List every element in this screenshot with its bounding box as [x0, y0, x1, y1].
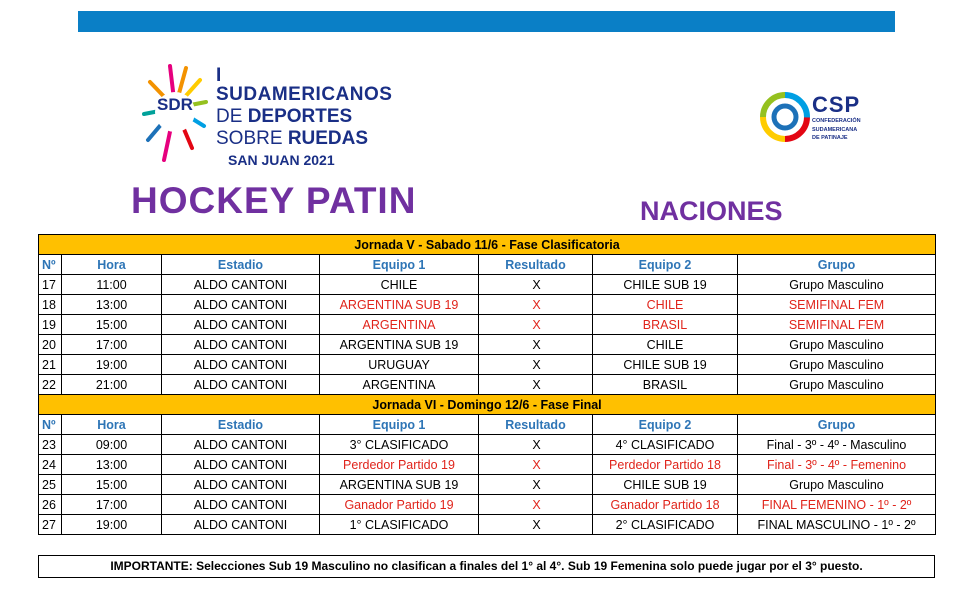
match-team-1: CHILE	[320, 275, 479, 295]
match-number: 17	[39, 275, 62, 295]
match-stadium: ALDO CANTONI	[162, 475, 320, 495]
match-team-1: ARGENTINA SUB 19	[320, 475, 479, 495]
col-header-estadio: Estadio	[162, 255, 320, 275]
match-stadium: ALDO CANTONI	[162, 295, 320, 315]
score-2	[555, 435, 593, 455]
csp-line-1: CONFEDERACIÓN	[812, 118, 861, 124]
schedule-table	[38, 234, 936, 535]
csp-line-2: SUDAMERICANA	[812, 126, 858, 133]
score-1	[479, 435, 519, 455]
jornada-title: Jornada VI - Domingo 12/6 - Fase Final	[39, 395, 936, 415]
match-number: 24	[39, 455, 62, 475]
col-header-grupo: Grupo	[738, 255, 936, 275]
match-team-1: ARGENTINA	[320, 315, 479, 335]
match-time: 15:00	[62, 475, 162, 495]
match-team-2: BRASIL	[593, 315, 738, 335]
match-team-1: ARGENTINA	[320, 375, 479, 395]
score-2	[555, 375, 593, 395]
match-row	[39, 315, 936, 335]
col-header-resultado: Resultado	[479, 415, 593, 435]
logo-line-3: SOBRE RUEDAS	[216, 128, 369, 149]
match-time: 13:00	[62, 455, 162, 475]
event-logo-text	[216, 66, 402, 167]
jornada-row	[39, 395, 936, 415]
event-logo	[132, 52, 402, 177]
header-row	[39, 415, 936, 435]
match-group: Grupo Masculino	[738, 475, 936, 495]
match-group: FINAL FEMENINO - 1º - 2º	[738, 495, 936, 515]
score-1	[479, 455, 519, 475]
match-team-2: CHILE SUB 19	[593, 355, 738, 375]
match-team-2: CHILE	[593, 335, 738, 355]
match-group: Grupo Masculino	[738, 275, 936, 295]
col-header-equipo2: Equipo 2	[593, 415, 738, 435]
match-stadium: ALDO CANTONI	[162, 315, 320, 335]
match-team-2: CHILE SUB 19	[593, 475, 738, 495]
match-team-1: URUGUAY	[320, 355, 479, 375]
match-number: 23	[39, 435, 62, 455]
match-row	[39, 515, 936, 535]
important-note: IMPORTANTE: Selecciones Sub 19 Masculino no clasifican a finales del 1° al 4°. Sub 19 Femenina solo puede jugar por el 3° puesto.	[38, 555, 935, 578]
col-header-hora: Hora	[62, 415, 162, 435]
match-result: X	[519, 475, 555, 495]
match-number: 19	[39, 315, 62, 335]
score-1	[479, 475, 519, 495]
match-group: Grupo Masculino	[738, 375, 936, 395]
score-2	[555, 315, 593, 335]
logo-line-1: I SUDAMERICANOS	[216, 65, 393, 105]
match-result: X	[519, 495, 555, 515]
score-2	[555, 295, 593, 315]
match-team-1: Perdedor Partido 19	[320, 455, 479, 475]
match-number: 25	[39, 475, 62, 495]
match-team-2: Perdedor Partido 18	[593, 455, 738, 475]
match-number: 18	[39, 295, 62, 315]
match-stadium: ALDO CANTONI	[162, 455, 320, 475]
logo-mark-text: SDR	[157, 95, 193, 114]
match-team-1: 3° CLASIFICADO	[320, 435, 479, 455]
match-stadium: ALDO CANTONI	[162, 435, 320, 455]
score-2	[555, 495, 593, 515]
match-number: 22	[39, 375, 62, 395]
match-time: 19:00	[62, 355, 162, 375]
match-group: Final - 3º - 4º - Masculino	[738, 435, 936, 455]
page-subtitle: NACIONES	[640, 196, 783, 226]
match-time: 15:00	[62, 315, 162, 335]
match-time: 21:00	[62, 375, 162, 395]
col-header-resultado: Resultado	[479, 255, 593, 275]
csp-logo	[760, 88, 880, 148]
match-time: 17:00	[62, 495, 162, 515]
page-title: HOCKEY PATIN	[131, 180, 417, 221]
match-result: X	[519, 355, 555, 375]
match-stadium: ALDO CANTONI	[162, 495, 320, 515]
match-result: X	[519, 275, 555, 295]
match-group: Grupo Masculino	[738, 335, 936, 355]
score-1	[479, 315, 519, 335]
match-row	[39, 455, 936, 475]
score-1	[479, 295, 519, 315]
match-stadium: ALDO CANTONI	[162, 335, 320, 355]
match-result: X	[519, 335, 555, 355]
logo-line-2: DE DEPORTES	[216, 106, 353, 127]
match-team-1: Ganador Partido 19	[320, 495, 479, 515]
match-stadium: ALDO CANTONI	[162, 275, 320, 295]
match-row	[39, 275, 936, 295]
csp-logo-text	[812, 94, 861, 142]
match-row	[39, 375, 936, 395]
match-result: X	[519, 435, 555, 455]
match-team-1: ARGENTINA SUB 19	[320, 335, 479, 355]
score-1	[479, 355, 519, 375]
score-2	[555, 355, 593, 375]
csp-line-3: DE PATINAJE	[812, 135, 848, 142]
match-stadium: ALDO CANTONI	[162, 515, 320, 535]
match-row	[39, 495, 936, 515]
score-1	[479, 275, 519, 295]
match-result: X	[519, 375, 555, 395]
match-number: 26	[39, 495, 62, 515]
jornada-title: Jornada V - Sabado 11/6 - Fase Clasificatoria	[39, 235, 936, 255]
match-team-2: BRASIL	[593, 375, 738, 395]
col-header-grupo: Grupo	[738, 415, 936, 435]
match-team-2: Ganador Partido 18	[593, 495, 738, 515]
jornada-row	[39, 235, 936, 255]
match-group: Final - 3º - 4º - Femenino	[738, 455, 936, 475]
match-row	[39, 335, 936, 355]
col-header-hora: Hora	[62, 255, 162, 275]
score-2	[555, 455, 593, 475]
score-1	[479, 375, 519, 395]
logo-line-4: SAN JUAN 2021	[228, 152, 335, 168]
match-stadium: ALDO CANTONI	[162, 375, 320, 395]
score-1	[479, 515, 519, 535]
col-header-equipo1: Equipo 1	[320, 415, 479, 435]
match-team-2: 4° CLASIFICADO	[593, 435, 738, 455]
match-team-2: 2° CLASIFICADO	[593, 515, 738, 535]
match-row	[39, 435, 936, 455]
match-row	[39, 355, 936, 375]
match-number: 21	[39, 355, 62, 375]
match-stadium: ALDO CANTONI	[162, 355, 320, 375]
score-1	[479, 495, 519, 515]
match-time: 19:00	[62, 515, 162, 535]
match-group: Grupo Masculino	[738, 355, 936, 375]
match-group: SEMIFINAL FEM	[738, 315, 936, 335]
col-header-estadio: Estadio	[162, 415, 320, 435]
match-number: 20	[39, 335, 62, 355]
sdr-logo-mark	[142, 60, 208, 164]
match-result: X	[519, 295, 555, 315]
csp-ring-icon	[760, 92, 810, 142]
top-banner-bar	[78, 11, 895, 32]
match-team-2: CHILE SUB 19	[593, 275, 738, 295]
match-result: X	[519, 315, 555, 335]
score-2	[555, 515, 593, 535]
match-time: 11:00	[62, 275, 162, 295]
match-row	[39, 475, 936, 495]
match-time: 13:00	[62, 295, 162, 315]
match-group: FINAL MASCULINO - 1º - 2º	[738, 515, 936, 535]
col-header-num: Nº	[39, 255, 62, 275]
col-header-num: Nº	[39, 415, 62, 435]
score-2	[555, 335, 593, 355]
match-row	[39, 295, 936, 315]
csp-abbr: CSP	[812, 92, 861, 117]
match-result: X	[519, 455, 555, 475]
match-team-1: 1° CLASIFICADO	[320, 515, 479, 535]
col-header-equipo1: Equipo 1	[320, 255, 479, 275]
score-2	[555, 275, 593, 295]
col-header-equipo2: Equipo 2	[593, 255, 738, 275]
match-result: X	[519, 515, 555, 535]
match-time: 17:00	[62, 335, 162, 355]
match-team-2: CHILE	[593, 295, 738, 315]
header-row	[39, 255, 936, 275]
score-1	[479, 335, 519, 355]
score-2	[555, 475, 593, 495]
match-time: 09:00	[62, 435, 162, 455]
schedule-body	[39, 235, 936, 535]
match-team-1: ARGENTINA SUB 19	[320, 295, 479, 315]
match-group: SEMIFINAL FEM	[738, 295, 936, 315]
match-number: 27	[39, 515, 62, 535]
